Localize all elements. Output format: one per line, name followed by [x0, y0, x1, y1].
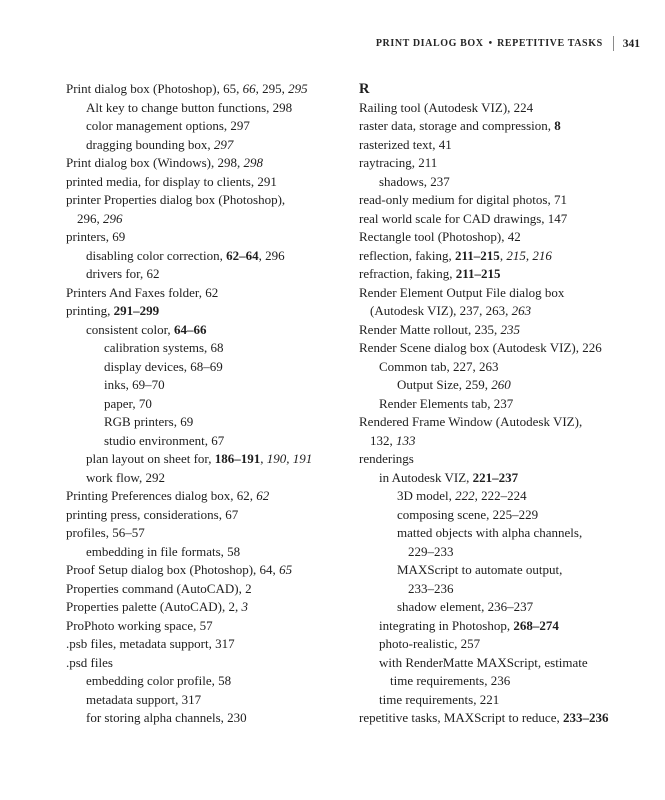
entry-text: repetitive tasks, MAXScript to reduce,	[359, 710, 563, 725]
index-entry	[359, 302, 645, 321]
entry-text: raytracing, 211	[359, 155, 438, 170]
entry-text: Output Size, 259,	[397, 377, 492, 392]
index-entry	[86, 136, 359, 155]
index-entry	[397, 487, 645, 506]
index-entry	[66, 154, 359, 173]
entry-text: with RenderMatte MAXScript, estimate	[379, 654, 588, 670]
index-entry	[86, 99, 359, 118]
entry-text: read-only medium for digital photos, 71	[359, 192, 567, 207]
entry-text: (Autodesk VIZ), 237, 263,	[370, 303, 512, 318]
entry-text: integrating in Photoshop,	[379, 617, 514, 633]
index-entry	[66, 210, 359, 229]
index-entry	[66, 80, 359, 99]
entry-text: MAXScript to automate output,	[397, 562, 563, 577]
index-entry	[104, 432, 359, 451]
index-entry	[359, 321, 645, 340]
entry-text: paper, 70	[104, 395, 152, 411]
index-entry	[66, 228, 359, 247]
index-entry	[397, 598, 645, 617]
index-entry	[359, 265, 645, 284]
entry-text: display devices, 68–69	[104, 358, 223, 374]
entry-text: .psd files	[66, 654, 113, 670]
entry-text: 221–237	[472, 469, 519, 485]
index-entry	[66, 654, 359, 673]
index-entry	[66, 302, 359, 321]
running-head-left-term: PRINT DIALOG BOX	[375, 38, 484, 49]
entry-text: inks, 69–70	[104, 377, 165, 392]
running-header	[376, 36, 640, 51]
entry-text: drivers for, 62	[86, 266, 160, 281]
entry-text: shadow element, 236–237	[397, 599, 534, 614]
index-entry	[359, 154, 645, 173]
entry-text: Railing tool (Autodesk VIZ), 224	[359, 99, 534, 115]
index-entry	[86, 117, 359, 136]
entry-text: 298	[243, 155, 263, 170]
index-entry	[86, 709, 359, 728]
entry-text: in Autodesk VIZ,	[379, 469, 473, 485]
entry-text: 3	[241, 599, 248, 614]
index-entry	[397, 506, 645, 525]
index-entry	[359, 191, 645, 210]
index-entry	[359, 99, 645, 118]
entry-text: renderings	[359, 451, 414, 466]
entry-text: 66	[242, 81, 256, 96]
index-left-column	[66, 80, 359, 728]
entry-text: profiles, 56–57	[66, 525, 145, 540]
entry-text: Print dialog box (Photoshop), 65,	[66, 81, 243, 96]
index-entry	[379, 358, 645, 377]
entry-text: .psb files, metadata support, 317	[66, 636, 235, 651]
entry-text: 222	[455, 488, 475, 503]
entry-text: 260	[491, 377, 511, 392]
entry-text: raster data, storage and compression,	[359, 118, 555, 133]
index-entry	[359, 117, 645, 136]
index-entry	[104, 413, 359, 432]
entry-text: matted objects with alpha channels,	[397, 525, 583, 540]
entry-text: consistent color,	[86, 321, 174, 337]
index-entry	[86, 691, 359, 710]
index-right-column	[359, 80, 645, 728]
index-entry	[66, 598, 359, 617]
entry-text: ,	[260, 451, 267, 466]
entry-text: refraction, faking,	[359, 266, 456, 281]
entry-text: 295	[288, 81, 308, 96]
index-entry	[66, 561, 359, 580]
entry-text: Rendered Frame Window (Autodesk VIZ),	[359, 414, 583, 429]
index-entry	[359, 450, 645, 469]
entry-text: reflection, faking,	[359, 247, 456, 263]
entry-text: 229–233	[408, 543, 454, 559]
section-letter	[359, 80, 645, 99]
entry-text: printers, 69	[66, 229, 126, 244]
entry-text: dragging bounding box,	[86, 136, 214, 152]
entry-text: for storing alpha channels, 230	[86, 710, 247, 725]
entry-text: RGB printers, 69	[104, 414, 194, 429]
entry-text: work flow, 292	[86, 469, 165, 485]
entry-text: embedding color profile, 58	[86, 673, 232, 688]
index-entry	[66, 524, 359, 543]
entry-text: 291–299	[113, 303, 160, 318]
entry-text: Render Scene dialog box (Autodesk VIZ), 226	[359, 340, 602, 355]
entry-text: time requirements, 236	[390, 673, 511, 688]
index-entry	[397, 376, 645, 395]
entry-text: 64–66	[173, 321, 207, 337]
entry-text: composing scene, 225–229	[397, 506, 539, 522]
entry-text: 132,	[370, 432, 396, 448]
index-entry	[66, 284, 359, 303]
index-entry	[379, 469, 645, 488]
entry-text: Rectangle tool (Photoshop), 42	[359, 229, 521, 244]
index-entry	[379, 395, 645, 414]
index-entry	[359, 247, 645, 266]
index-entry	[86, 247, 359, 266]
running-head-right-term: REPETITIVE TASKS	[497, 38, 603, 49]
entry-text: printed media, for display to clients, 291	[66, 173, 277, 189]
index-entry	[379, 635, 645, 654]
entry-text: R	[359, 81, 370, 97]
entry-text: Common tab, 227, 263	[379, 358, 499, 374]
entry-text: real world scale for CAD drawings, 147	[359, 210, 568, 226]
index-entry	[66, 191, 359, 210]
entry-text: time requirements, 221	[379, 691, 500, 707]
index-entry	[379, 654, 645, 673]
index-entry	[104, 339, 359, 358]
entry-text: Alt key to change button functions, 298	[86, 99, 293, 115]
entry-text: 297	[213, 136, 234, 152]
index-entry	[379, 617, 645, 636]
index-entry	[359, 339, 645, 358]
entry-text: Proof Setup dialog box (Photoshop), 64,	[66, 562, 280, 577]
entry-text: , 295,	[255, 81, 289, 96]
entry-text: 233–236	[562, 710, 609, 725]
index-entry	[379, 672, 645, 691]
entry-text: 8	[554, 118, 561, 133]
entry-text: 263	[511, 303, 532, 318]
entry-text: printer Properties dialog box (Photoshop),	[66, 192, 286, 207]
entry-text: 235	[500, 321, 521, 337]
index-entry	[86, 543, 359, 562]
index-entry	[86, 672, 359, 691]
index-entry	[86, 321, 359, 340]
index-entry	[104, 376, 359, 395]
index-entry	[359, 284, 645, 303]
index-content	[66, 80, 645, 728]
index-entry	[66, 173, 359, 192]
entry-text: Render Matte rollout, 235,	[359, 321, 501, 337]
index-entry	[86, 469, 359, 488]
entry-text: Render Elements tab, 237	[379, 395, 514, 411]
entry-text: ,	[499, 247, 507, 263]
entry-text: shadows, 237	[379, 173, 450, 189]
entry-text: printing,	[66, 303, 114, 318]
index-entry	[359, 413, 645, 432]
entry-text: rasterized text, 41	[359, 136, 452, 152]
index-entry	[359, 210, 645, 229]
entry-text: 211–215	[455, 266, 501, 281]
entry-text: Print dialog box (Windows), 298,	[66, 155, 244, 170]
entry-text: 65	[279, 562, 293, 577]
index-entry	[66, 506, 359, 525]
entry-text: Printers And Faxes folder, 62	[66, 284, 219, 300]
entry-text: metadata support, 317	[86, 691, 202, 707]
entry-text: disabling color correction,	[86, 247, 227, 263]
index-entry	[104, 358, 359, 377]
entry-text: Render Element Output File dialog box	[359, 284, 565, 300]
index-entry	[359, 136, 645, 155]
entry-text: color management options, 297	[86, 118, 250, 133]
index-entry	[359, 432, 645, 451]
page-number: 341	[622, 37, 640, 50]
entry-text: photo-realistic, 257	[379, 636, 481, 651]
entry-text: 62–64	[226, 247, 259, 263]
index-entry	[86, 450, 359, 469]
index-entry	[359, 228, 645, 247]
entry-text: , 222–224	[474, 488, 527, 503]
bullet-separator-icon: •	[488, 38, 493, 49]
index-entry	[397, 580, 645, 599]
index-entry	[104, 395, 359, 414]
entry-text: 233–236	[408, 580, 454, 596]
entry-text: calibration systems, 68	[104, 340, 224, 355]
index-entry	[86, 265, 359, 284]
entry-text: ProPhoto working space, 57	[66, 617, 213, 633]
entry-text: 62	[256, 488, 270, 503]
entry-text: 190, 191	[266, 451, 313, 466]
entry-text: 133	[396, 432, 416, 448]
entry-text: 211–215	[455, 247, 500, 263]
entry-text: 268–274	[513, 617, 559, 633]
entry-text: , 296	[258, 247, 285, 263]
index-entry	[66, 580, 359, 599]
index-entry	[66, 635, 359, 654]
index-entry	[397, 524, 645, 543]
index-entry	[66, 617, 359, 636]
entry-text: Properties palette (AutoCAD), 2,	[66, 599, 242, 614]
entry-text: 3D model,	[397, 488, 456, 503]
entry-text: 186–191	[214, 451, 261, 466]
index-entry	[379, 173, 645, 192]
entry-text: Printing Preferences dialog box, 62,	[66, 488, 257, 503]
entry-text: printing press, considerations, 67	[66, 506, 239, 522]
header-vertical-rule	[613, 36, 614, 51]
entry-text: embedding in file formats, 58	[86, 543, 241, 559]
index-entry	[397, 543, 645, 562]
entry-text: Properties command (AutoCAD), 2	[66, 580, 252, 596]
entry-text: studio environment, 67	[104, 432, 225, 448]
entry-text: plan layout on sheet for,	[86, 451, 215, 466]
index-entry	[66, 487, 359, 506]
index-entry	[379, 691, 645, 710]
index-entry	[397, 561, 645, 580]
entry-text: 296	[103, 210, 123, 226]
entry-text: 215, 216	[506, 247, 552, 263]
index-entry	[359, 709, 645, 728]
entry-text: 296,	[77, 210, 103, 226]
